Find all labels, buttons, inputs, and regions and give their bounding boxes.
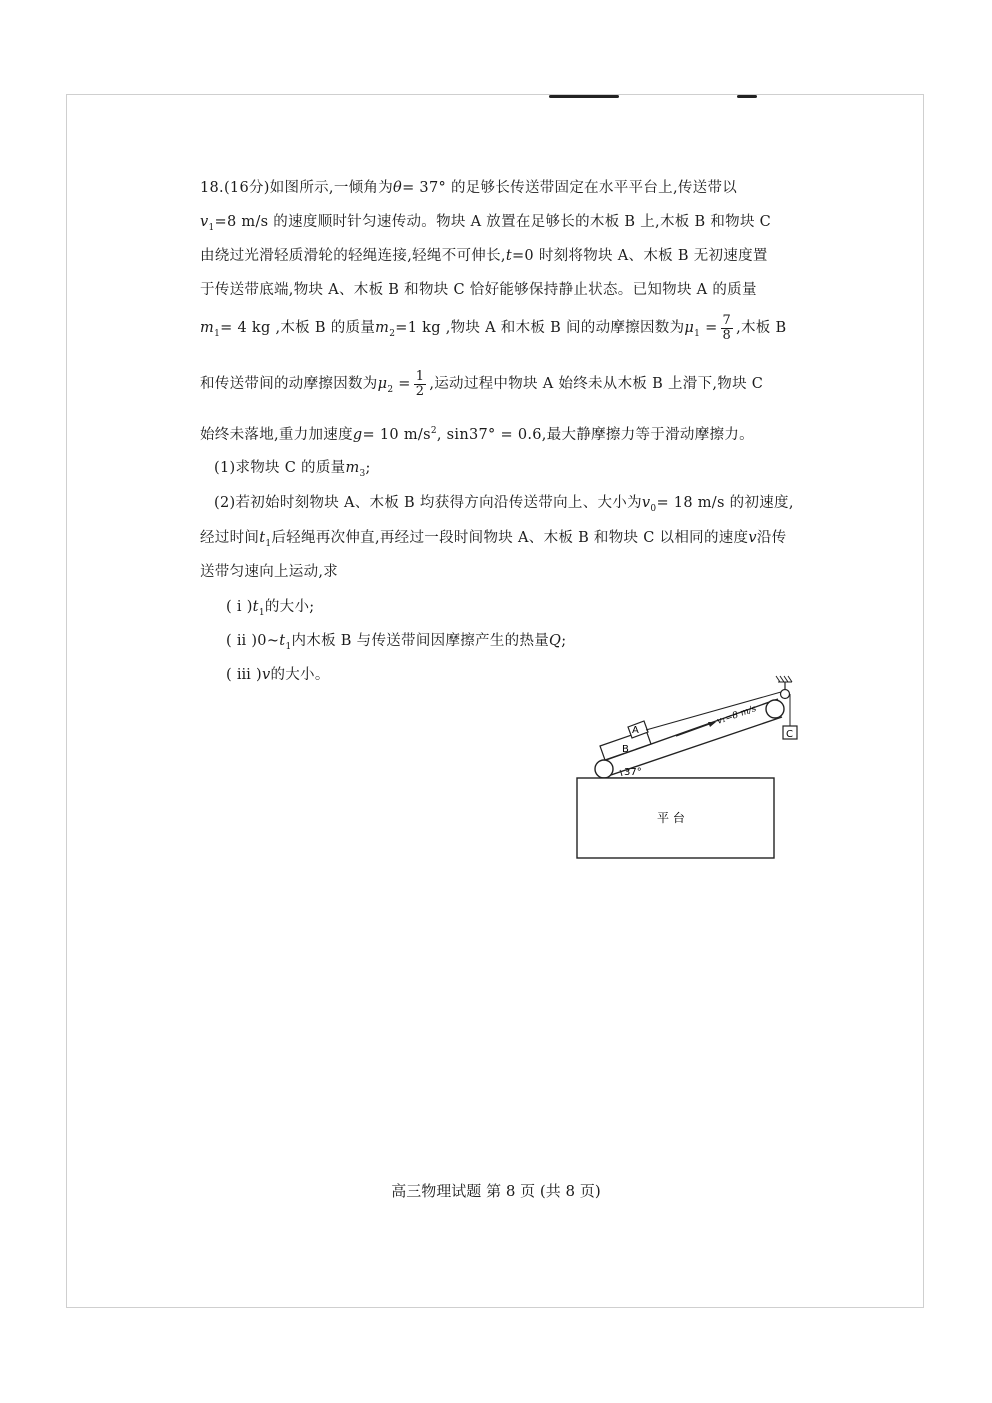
label-a: A [632, 725, 639, 736]
question-line-1: 18.(16分)如图所示,一倾角为θ= 37° 的足够长传送带固定在水平平台上,传送带以 [200, 180, 738, 196]
scan-mark [737, 95, 757, 98]
fixed-pulley [781, 690, 790, 699]
ceiling-hatch [776, 676, 792, 682]
arrow-head-icon [708, 722, 716, 727]
fraction-mu2: $\frac{1}{2}$ [415, 369, 425, 399]
question-line-7: 始终未落地,重力加速度g= 10 $m/s^2$, sin37° = 0.6,最大静摩擦力等于滑动摩擦力。 [200, 426, 754, 443]
conveyor-diagram [560, 672, 810, 862]
velocity-arrow [676, 723, 712, 736]
part-i: ( ⅰ )$t_1$的大小; [226, 599, 315, 618]
question-line-3: 由绕过光滑轻质滑轮的轻绳连接,轻绳不可伸长,t=0 时刻将物块 A、木板 B 无初速度置 [200, 248, 768, 264]
sub-question-2-line-3: 送带匀速向上运动,求 [200, 564, 339, 580]
part-iii: ( ⅲ )v的大小。 [226, 667, 330, 683]
bottom-roller [595, 760, 613, 778]
speed-label: v₁=8 m/s [715, 704, 758, 727]
sub-question-2: (2)若初始时刻物块 A、木板 B 均获得方向沿传送带向上、大小为$v_0= 18$ m/s 的初速度, [214, 495, 794, 514]
question-line-4: 于传送带底端,物块 A、木板 B 和物块 C 恰好能够保持静止状态。已知物块 A 的质量 [200, 282, 757, 298]
label-c: C [786, 729, 793, 740]
fraction-mu1: $\frac{7}{8}$ [722, 313, 732, 343]
scan-mark [549, 95, 619, 98]
page-footer: 高三物理试题 第 8 页 (共 8 页) [391, 1182, 601, 1200]
top-roller [766, 700, 784, 718]
sub-question-1: (1)求物块 C 的质量$m_3$; [214, 460, 371, 479]
question-line-5: $m_1= 4$ kg ,木板 B 的质量$m_2=1$ kg ,物块 A 和木板 B 间的动摩擦因数为$\mu_1$ = $\frac{7}{8}$ ,木板 B [200, 313, 787, 343]
question-line-6: 和传送带间的动摩擦因数为$\mu_2$ = $\frac{1}{2}$ ,运动过程中物块 A 始终未从木板 B 上滑下,物块 C [200, 369, 764, 399]
sub-question-2-line-2: 经过时间$t_1$后轻绳再次伸直,再经过一段时间物块 A、木板 B 和物块 C 以相同的速度v沿传 [200, 530, 787, 549]
angle-label: 37° [624, 767, 642, 778]
part-ii: ( ⅱ )$0\sim t_1$内木板 B 与传送带间因摩擦产生的热量Q; [226, 633, 567, 652]
label-b: B [622, 744, 629, 755]
conveyor-figure [560, 672, 810, 862]
question-line-2: $v_1=8$ m/s 的速度顺时针匀速传动。物块 A 放置在足够长的木板 B 上,木板 B 和物块 C [200, 214, 772, 233]
platform-label: 平 台 [657, 811, 685, 825]
